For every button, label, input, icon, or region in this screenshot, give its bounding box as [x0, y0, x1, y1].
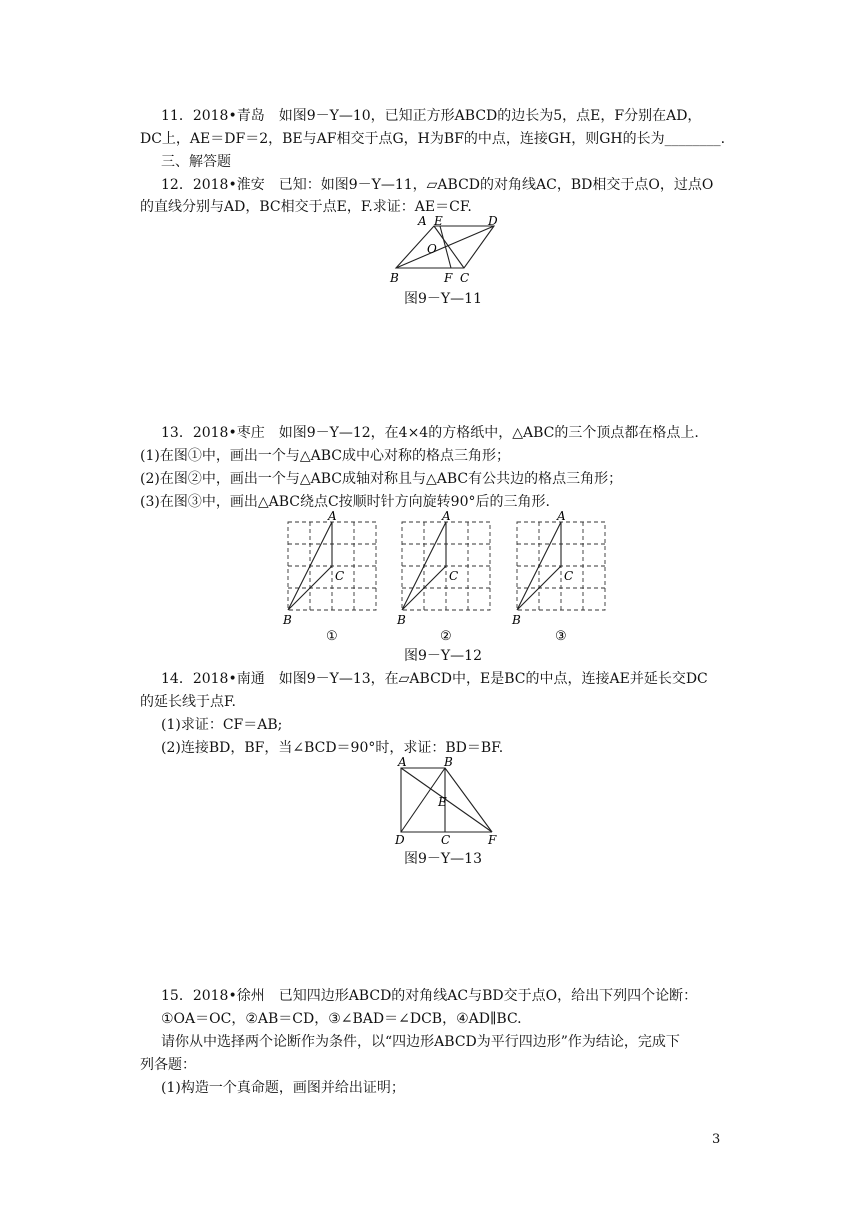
label-b: B — [390, 271, 399, 285]
label-a: A — [328, 509, 337, 523]
q14-line3: (1)求证：CF＝AB; — [161, 717, 283, 733]
figure-9-y-13 — [392, 756, 512, 846]
section-heading: 三、解答题 — [161, 154, 231, 170]
q12-line2: 的直线分别与AD，BC相交于点E，F.求证：AE＝CF. — [140, 199, 472, 215]
q14-line2: 的延长线于点F. — [140, 694, 236, 710]
label-a: A — [442, 509, 451, 523]
figure-9-y-12 — [280, 509, 620, 644]
label-c: C — [460, 271, 470, 285]
grid-panel-1 — [282, 509, 376, 644]
label-c: C — [449, 569, 459, 583]
figure-caption: 图9－Y—13 — [404, 851, 482, 867]
label-a: A — [557, 509, 566, 523]
q11-line2: DC上，AE＝DF＝2，BE与AF相交于点G，H为BF的中点，连接GH，则GH的长为________. — [140, 131, 726, 147]
label-f: F — [488, 833, 497, 847]
q15-line5: (1)构造一个真命题，画图并给出证明； — [161, 1080, 405, 1096]
panel-number: ② — [440, 629, 452, 644]
panel-number: ③ — [555, 629, 567, 644]
grid-panel-3 — [511, 509, 605, 644]
label-d: D — [395, 833, 405, 847]
label-o: O — [427, 242, 437, 256]
q15-line3: 请你从中选择两个论断作为条件，以“四边形ABCD为平行四边形”作为结论，完成下 — [161, 1034, 680, 1050]
label-d: D — [488, 214, 498, 228]
label-f: F — [444, 271, 453, 285]
q14-line1: 14．2018•南通 如图9－Y—13，在▱ABCD中，E是BC的中点，连接AE并延长交DC — [161, 671, 708, 687]
q15-line1: 15．2018•徐州 已知四边形ABCD的对角线AC与BD交于点O，给出下列四个论断： — [161, 988, 698, 1004]
q14-line4: (2)连接BD，BF，当∠BCD＝90°时，求证：BD＝BF. — [161, 740, 504, 756]
q11-line1: 11．2018•青岛 如图9－Y—10，已知正方形ABCD的边长为5，点E，F分别在AD， — [161, 108, 702, 124]
label-a: A — [418, 214, 427, 228]
figure-9-y-11 — [388, 215, 508, 285]
q13-line1: 13．2018•枣庄 如图9－Y—12，在4×4的方格纸中，△ABC的三个顶点都在格点上. — [161, 425, 699, 441]
label-c: C — [564, 569, 574, 583]
label-e: E — [434, 214, 443, 228]
q15-line2: ①OA＝OC，②AB＝CD，③∠BAD＝∠DCB，④AD∥BC. — [161, 1011, 522, 1027]
q13-line3: (2)在图②中，画出一个与△ABC成轴对称且与△ABC有公共边的格点三角形； — [140, 471, 623, 487]
label-a: A — [398, 755, 407, 769]
figure-caption: 图9－Y—12 — [404, 648, 482, 664]
label-c: C — [335, 569, 345, 583]
label-b: B — [283, 613, 292, 627]
figure-caption: 图9－Y—11 — [404, 291, 482, 307]
grid-panel-2 — [396, 509, 490, 644]
line-bf — [445, 768, 492, 832]
q15-line4: 列各题： — [140, 1057, 196, 1073]
q12-line1: 12．2018•淮安 已知：如图9－Y—11，▱ABCD的对角线AC，BD相交于点O，过点O — [161, 177, 714, 193]
page-number: 3 — [712, 1132, 721, 1147]
panel-number: ① — [326, 629, 338, 644]
label-c: C — [441, 833, 451, 847]
label-b: B — [397, 613, 406, 627]
q13-line2: (1)在图①中，画出一个与△ABC成中心对称的格点三角形； — [140, 448, 510, 464]
label-b: B — [512, 613, 521, 627]
label-e: E — [438, 795, 447, 809]
q13-line4: (3)在图③中，画出△ABC绕点C按顺时针方向旋转90°后的三角形. — [140, 494, 550, 510]
label-b: B — [444, 755, 453, 769]
